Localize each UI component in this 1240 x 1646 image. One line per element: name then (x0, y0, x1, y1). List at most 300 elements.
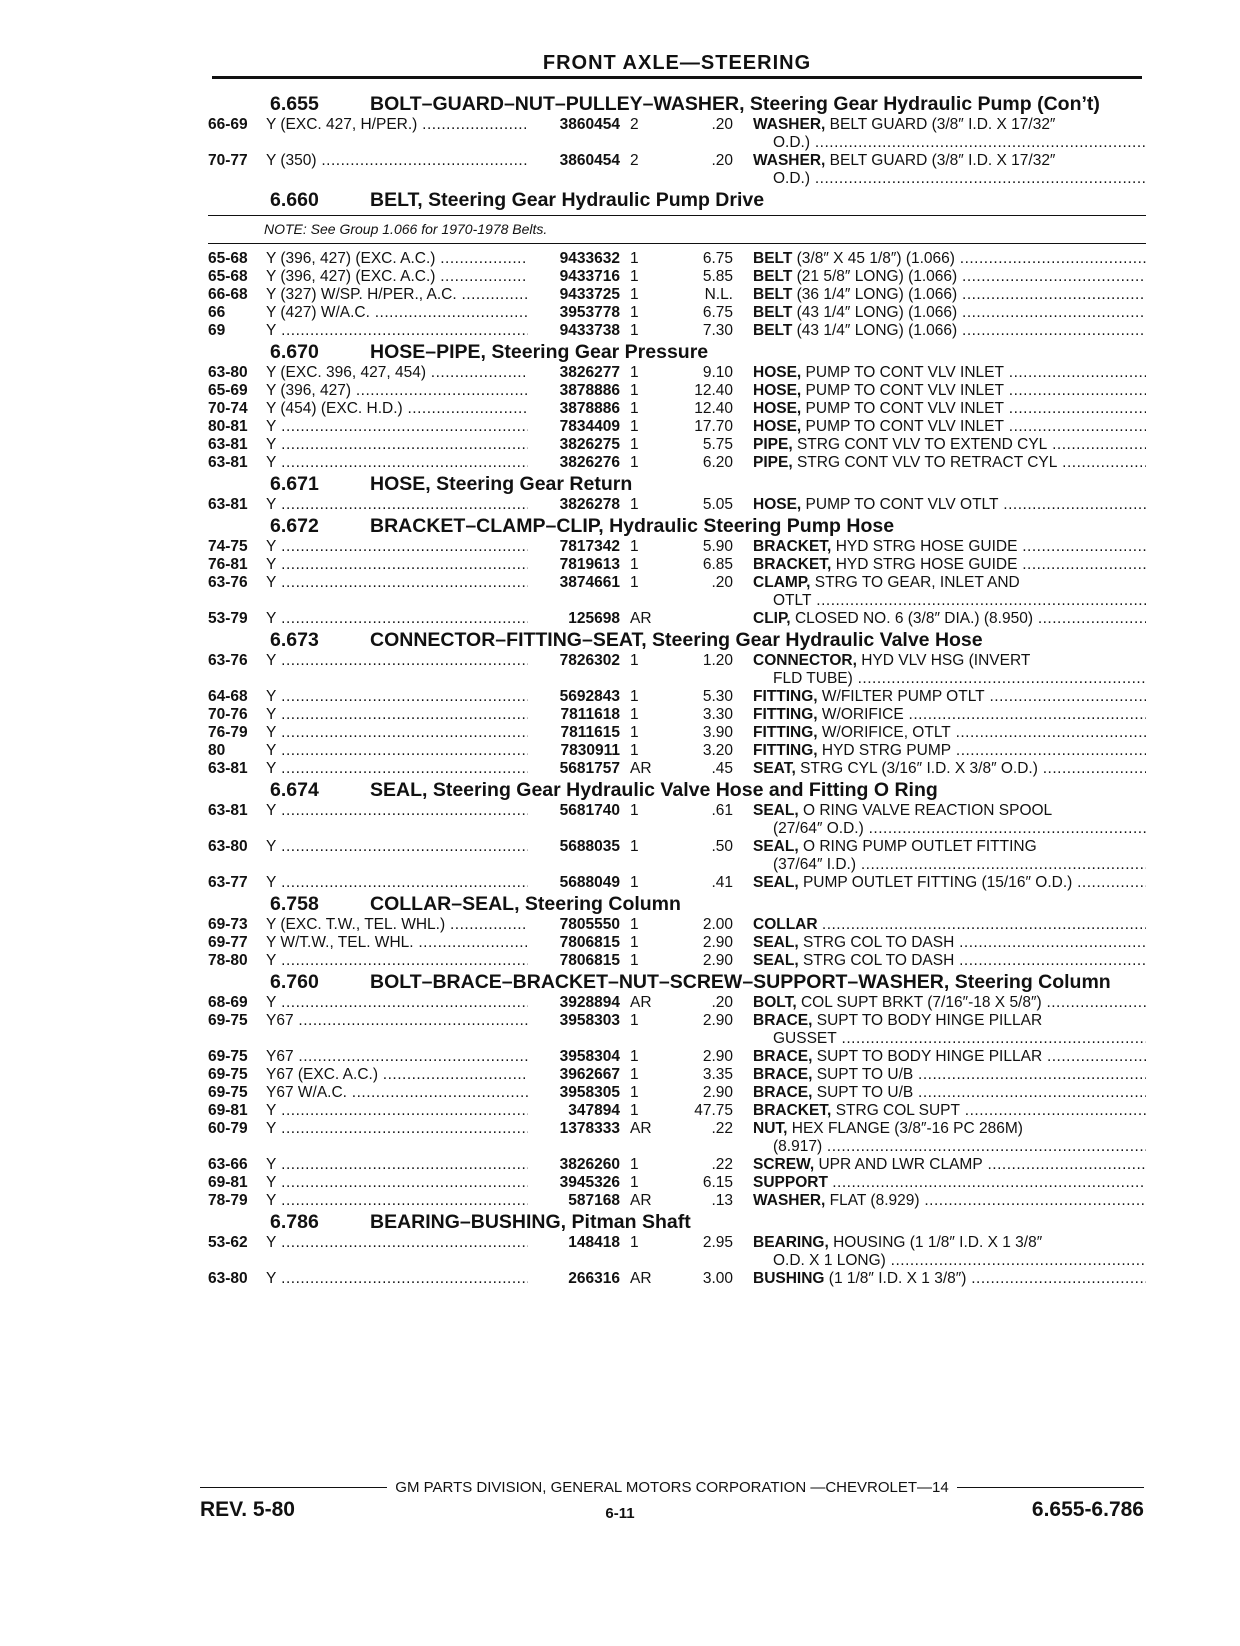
description-keyword: FITTING, (753, 724, 818, 741)
description-line (753, 1066, 1146, 1084)
part-number (528, 1120, 620, 1138)
application-text: Y (266, 652, 277, 669)
application-text: Y (266, 874, 277, 891)
model-years-text: 63-81 (208, 454, 248, 471)
application (266, 916, 528, 934)
application (266, 1270, 528, 1288)
part-number-text: 266316 (568, 1270, 620, 1287)
price-text: 5.85 (702, 268, 733, 285)
part-number-text: 5681740 (559, 802, 620, 819)
price-text: 2.90 (702, 1048, 733, 1065)
model-years (208, 556, 266, 574)
price-text: 6.75 (702, 250, 733, 267)
model-years (208, 760, 266, 778)
quantity (620, 1156, 658, 1174)
application (266, 1156, 528, 1174)
description (753, 1048, 1146, 1066)
application-text: Y67 (266, 1012, 294, 1029)
description (753, 574, 1146, 610)
quantity (620, 610, 658, 628)
price (658, 436, 753, 454)
section-6-672 (208, 516, 1146, 628)
quantity (620, 152, 658, 170)
description-text: (3/8″ X 45 1/8″) (1.066) (796, 250, 955, 267)
part-number (528, 152, 620, 170)
description-text: HOUSING (1 1/8″ I.D. X 1 3/8″ (833, 1234, 1043, 1251)
description (753, 1270, 1146, 1288)
part-number-text: 3826278 (559, 496, 620, 513)
description (753, 934, 1146, 952)
part-row (208, 1066, 1146, 1084)
quantity (620, 1270, 658, 1288)
application-text: Y (350) (266, 152, 317, 169)
description-text: SUPT TO U/B (816, 1084, 914, 1101)
application (266, 268, 528, 286)
part-number (528, 250, 620, 268)
part-row (208, 1120, 1146, 1156)
application-text: Y (266, 1156, 277, 1173)
quantity (620, 1084, 658, 1102)
part-number (528, 286, 620, 304)
model-years (208, 934, 266, 952)
description (753, 874, 1146, 892)
description-line (753, 268, 1146, 286)
description-text: BELT GUARD (3/8″ I.D. X 17/32″ (829, 116, 1056, 133)
price-text: 3.00 (702, 1270, 733, 1287)
part-number-text: 3826260 (559, 1156, 620, 1173)
model-years-text: 80 (208, 742, 226, 759)
section-heading (208, 516, 1146, 536)
section-6-674 (208, 780, 1146, 892)
description-text: STRG CONT VLV TO RETRACT CYL (796, 454, 1058, 471)
description-text: HYD VLV HSG (INVERT (861, 652, 1031, 669)
part-row (208, 1012, 1146, 1048)
application (266, 952, 528, 970)
model-years (208, 1174, 266, 1192)
description-text: PUMP TO CONT VLV INLET (805, 382, 1004, 399)
part-number-text: 3928894 (559, 994, 620, 1011)
part-number (528, 874, 620, 892)
part-number (528, 304, 620, 322)
model-years-text: 76-79 (208, 724, 248, 741)
model-years-text: 53-62 (208, 1234, 248, 1251)
part-row (208, 574, 1146, 610)
part-row (208, 250, 1146, 268)
part-number-text: 3826276 (559, 454, 620, 471)
price (658, 574, 753, 592)
quantity-text: 1 (630, 250, 639, 267)
section-6-660 (208, 190, 1146, 340)
quantity (620, 1048, 658, 1066)
price (658, 1192, 753, 1210)
part-number (528, 1048, 620, 1066)
application (266, 706, 528, 724)
quantity-text: 1 (630, 802, 639, 819)
quantity (620, 250, 658, 268)
part-number (528, 1102, 620, 1120)
quantity-text: 1 (630, 874, 639, 891)
price-text: .20 (711, 574, 733, 591)
model-years (208, 610, 266, 628)
application-text: Y (266, 742, 277, 759)
description (753, 1012, 1146, 1048)
quantity (620, 556, 658, 574)
part-number-text: 7811618 (560, 706, 620, 723)
price (658, 874, 753, 892)
part-number-text: 3826277 (559, 364, 620, 381)
application-text: Y67 (266, 1048, 294, 1065)
section-number: 6.670 (270, 341, 319, 363)
price (658, 706, 753, 724)
quantity-text: 1 (630, 286, 639, 303)
model-years-text: 69-75 (208, 1048, 248, 1065)
application (266, 418, 528, 436)
price (658, 1102, 753, 1120)
application-text: Y (266, 760, 277, 777)
description-keyword: BRACE, (753, 1084, 813, 1101)
price (658, 838, 753, 856)
quantity-text: 1 (630, 724, 639, 741)
part-number (528, 652, 620, 670)
model-years (208, 1156, 266, 1174)
part-row (208, 556, 1146, 574)
quantity-text: 1 (630, 382, 639, 399)
description (753, 610, 1146, 628)
application (266, 436, 528, 454)
description-line (753, 724, 1146, 742)
description-line (753, 1012, 1146, 1030)
application-text: Y (396, 427) (266, 382, 352, 399)
application (266, 400, 528, 418)
section-note: NOTE: See Group 1.066 for 1970-1978 Belts. (208, 215, 1146, 244)
part-number-text: 3878886 (559, 400, 620, 417)
part-row (208, 1084, 1146, 1102)
description-keyword: FITTING, (753, 688, 818, 705)
quantity-text: 1 (630, 400, 639, 417)
description-continuation-text: O.D. X 1 LONG) (773, 1252, 886, 1269)
part-number (528, 268, 620, 286)
description-text: STRG CYL (3/16″ I.D. X 3/8″ O.D.) (800, 760, 1038, 777)
price-text: 7.30 (702, 322, 733, 339)
description-continuation-text: FLD TUBE) (773, 670, 853, 687)
description (753, 994, 1146, 1012)
model-years (208, 802, 266, 820)
model-years-text: 66 (208, 304, 226, 321)
section-number: 6.655 (270, 93, 319, 115)
description-continuation (753, 134, 1146, 152)
quantity-text: 1 (630, 688, 639, 705)
part-number-text: 9433716 (559, 268, 620, 285)
part-row (208, 742, 1146, 760)
section-number: 6.671 (270, 473, 319, 495)
model-years-text: 60-79 (208, 1120, 248, 1137)
description-text: PUMP TO CONT VLV OTLT (805, 496, 999, 513)
description-line (753, 454, 1146, 472)
model-years (208, 152, 266, 170)
part-number (528, 400, 620, 418)
quantity (620, 574, 658, 592)
description-line (753, 838, 1146, 856)
section-heading (208, 342, 1146, 362)
model-years-text: 69-81 (208, 1174, 248, 1191)
description-line (753, 556, 1146, 574)
section-6-760 (208, 972, 1146, 1210)
price-text: 5.90 (702, 538, 733, 555)
model-years (208, 706, 266, 724)
price (658, 116, 753, 134)
application (266, 1174, 528, 1192)
model-years-text: 74-75 (208, 538, 248, 555)
description-keyword: SEAT, (753, 760, 796, 777)
part-row (208, 994, 1146, 1012)
price-text: .13 (711, 1192, 733, 1209)
price (658, 286, 753, 304)
description-line (753, 802, 1146, 820)
description (753, 652, 1146, 688)
price-text: 2.00 (702, 916, 733, 933)
section-title: HOSE–PIPE, Steering Gear Pressure (370, 341, 709, 363)
part-number-text: 3878886 (559, 382, 620, 399)
section-title: SEAL, Steering Gear Hydraulic Valve Hose and Fitting O Ring (370, 779, 938, 801)
quantity-text: 1 (630, 538, 639, 555)
description (753, 538, 1146, 556)
part-number-text: 3958305 (559, 1084, 620, 1101)
section-heading (208, 780, 1146, 800)
description-text: HEX FLANGE (3/8″-16 PC 286M) (791, 1120, 1023, 1137)
quantity-text: 1 (630, 1012, 639, 1029)
model-years (208, 688, 266, 706)
section-6-671 (208, 474, 1146, 514)
description-keyword: CONNECTOR, (753, 652, 857, 669)
model-years (208, 116, 266, 134)
part-number (528, 574, 620, 592)
quantity (620, 1066, 658, 1084)
quantity (620, 934, 658, 952)
description (753, 1084, 1146, 1102)
model-years (208, 994, 266, 1012)
description-line (753, 934, 1146, 952)
price-text: N.L. (704, 286, 733, 303)
description-line (753, 706, 1146, 724)
description-continuation (753, 170, 1146, 188)
price (658, 916, 753, 934)
part-number (528, 610, 620, 628)
description-text: PUMP TO CONT VLV INLET (805, 364, 1004, 381)
section-title: BELT, Steering Gear Hydraulic Pump Drive (370, 189, 765, 211)
part-row (208, 1174, 1146, 1192)
header-rule (212, 76, 1142, 79)
description-keyword: BELT (753, 268, 793, 285)
quantity-text: 1 (630, 952, 639, 969)
description-keyword: COLLAR (753, 916, 818, 933)
section-heading (208, 474, 1146, 494)
part-row (208, 706, 1146, 724)
quantity (620, 1012, 658, 1030)
application (266, 286, 528, 304)
description-keyword: CLIP, (753, 610, 791, 627)
price (658, 268, 753, 286)
description-line (753, 574, 1146, 592)
description-continuation (753, 820, 1146, 838)
section-heading (208, 94, 1146, 114)
quantity (620, 706, 658, 724)
price (658, 1048, 753, 1066)
model-years (208, 250, 266, 268)
description-line (753, 152, 1146, 170)
application-text: Y (266, 610, 277, 627)
description-text: PUMP OUTLET FITTING (15/16″ O.D.) (802, 874, 1073, 891)
model-years-text: 65-69 (208, 382, 248, 399)
description-line (753, 1102, 1146, 1120)
price-text: 2.95 (702, 1234, 733, 1251)
model-years-text: 69-75 (208, 1012, 248, 1029)
description-line (753, 952, 1146, 970)
application (266, 724, 528, 742)
description-text: PUMP TO CONT VLV INLET (805, 400, 1004, 417)
description-keyword: BOLT, (753, 994, 797, 1011)
model-years-text: 64-68 (208, 688, 248, 705)
application-text: Y (427) W/A.C. (266, 304, 370, 321)
model-years (208, 1066, 266, 1084)
part-number-text: 3860454 (559, 152, 620, 169)
quantity (620, 286, 658, 304)
description (753, 1066, 1146, 1084)
description-keyword: WASHER, (753, 152, 826, 169)
price (658, 934, 753, 952)
description-text: SUPT TO U/B (816, 1066, 914, 1083)
price-text: .22 (711, 1120, 733, 1137)
description (753, 304, 1146, 322)
application (266, 994, 528, 1012)
description (753, 556, 1146, 574)
description-text: STRG COL SUPT (835, 1102, 960, 1119)
application-text: Y (266, 454, 277, 471)
model-years (208, 1012, 266, 1030)
description-continuation (753, 1030, 1146, 1048)
application (266, 742, 528, 760)
description-line (753, 250, 1146, 268)
part-row (208, 1234, 1146, 1270)
part-row (208, 724, 1146, 742)
price-text: 6.20 (702, 454, 733, 471)
description-keyword: SUPPORT (753, 1174, 828, 1191)
description-text: (1 1/8″ I.D. X 1 3/8″) (828, 1270, 967, 1287)
quantity-text: 1 (630, 304, 639, 321)
part-row (208, 400, 1146, 418)
model-years-text: 69-75 (208, 1066, 248, 1083)
price-text: .20 (711, 152, 733, 169)
part-row (208, 760, 1146, 778)
description-keyword: BRACKET, (753, 1102, 832, 1119)
quantity-text: 1 (630, 1102, 639, 1119)
price-text: 47.75 (694, 1102, 733, 1119)
part-number (528, 1270, 620, 1288)
quantity (620, 994, 658, 1012)
price-text: 9.10 (702, 364, 733, 381)
price (658, 1012, 753, 1030)
description-line (753, 1156, 1146, 1174)
parts-listing (208, 92, 1146, 1288)
application (266, 250, 528, 268)
description (753, 286, 1146, 304)
part-number (528, 436, 620, 454)
description-line (753, 994, 1146, 1012)
description-keyword: BELT (753, 304, 793, 321)
application-text: Y (454) (EXC. H.D.) (266, 400, 403, 417)
part-number (528, 382, 620, 400)
quantity-text: 1 (630, 574, 639, 591)
description-keyword: BELT (753, 250, 793, 267)
part-number (528, 742, 620, 760)
section-title: HOSE, Steering Gear Return (370, 473, 633, 495)
model-years-text: 63-81 (208, 436, 248, 453)
description (753, 1156, 1146, 1174)
description-text: STRG COL TO DASH (802, 952, 955, 969)
price-text: 12.40 (694, 382, 733, 399)
description (753, 250, 1146, 268)
application-text: Y67 (EXC. A.C.) (266, 1066, 378, 1083)
price (658, 400, 753, 418)
part-number-text: 3958304 (559, 1048, 620, 1065)
section-heading (208, 1212, 1146, 1232)
description (753, 454, 1146, 472)
description-text: SUPT TO BODY HINGE PILLAR (816, 1048, 1043, 1065)
price (658, 724, 753, 742)
description-keyword: PIPE, (753, 454, 793, 471)
section-number: 6.660 (270, 189, 319, 211)
application-text: Y (266, 1234, 277, 1251)
description-keyword: CLAMP, (753, 574, 811, 591)
quantity (620, 1174, 658, 1192)
part-number-text: 9433725 (559, 286, 620, 303)
part-row (208, 874, 1146, 892)
part-row (208, 268, 1146, 286)
quantity (620, 418, 658, 436)
section-heading (208, 630, 1146, 650)
part-number (528, 1084, 620, 1102)
price (658, 994, 753, 1012)
section-number: 6.673 (270, 629, 319, 651)
quantity-text: 1 (630, 322, 639, 339)
part-row (208, 152, 1146, 188)
application (266, 838, 528, 856)
quantity-text: 1 (630, 364, 639, 381)
description (753, 952, 1146, 970)
description-continuation (753, 856, 1146, 874)
quantity (620, 364, 658, 382)
price-text: 6.75 (702, 304, 733, 321)
price (658, 1066, 753, 1084)
quantity (620, 1192, 658, 1210)
quantity-text: 1 (630, 1234, 639, 1251)
part-number (528, 1174, 620, 1192)
model-years-text: 63-81 (208, 802, 248, 819)
description (753, 364, 1146, 382)
quantity (620, 652, 658, 670)
quantity-text: AR (630, 994, 652, 1011)
description (753, 268, 1146, 286)
description (753, 1174, 1146, 1192)
model-years (208, 742, 266, 760)
quantity (620, 952, 658, 970)
model-years-text: 63-76 (208, 574, 248, 591)
description-keyword: HOSE, (753, 418, 802, 435)
description (753, 688, 1146, 706)
model-years-text: 70-77 (208, 152, 248, 169)
part-number-text: 7826302 (559, 652, 620, 669)
part-number-text: 3958303 (559, 1012, 620, 1029)
application (266, 1048, 528, 1066)
